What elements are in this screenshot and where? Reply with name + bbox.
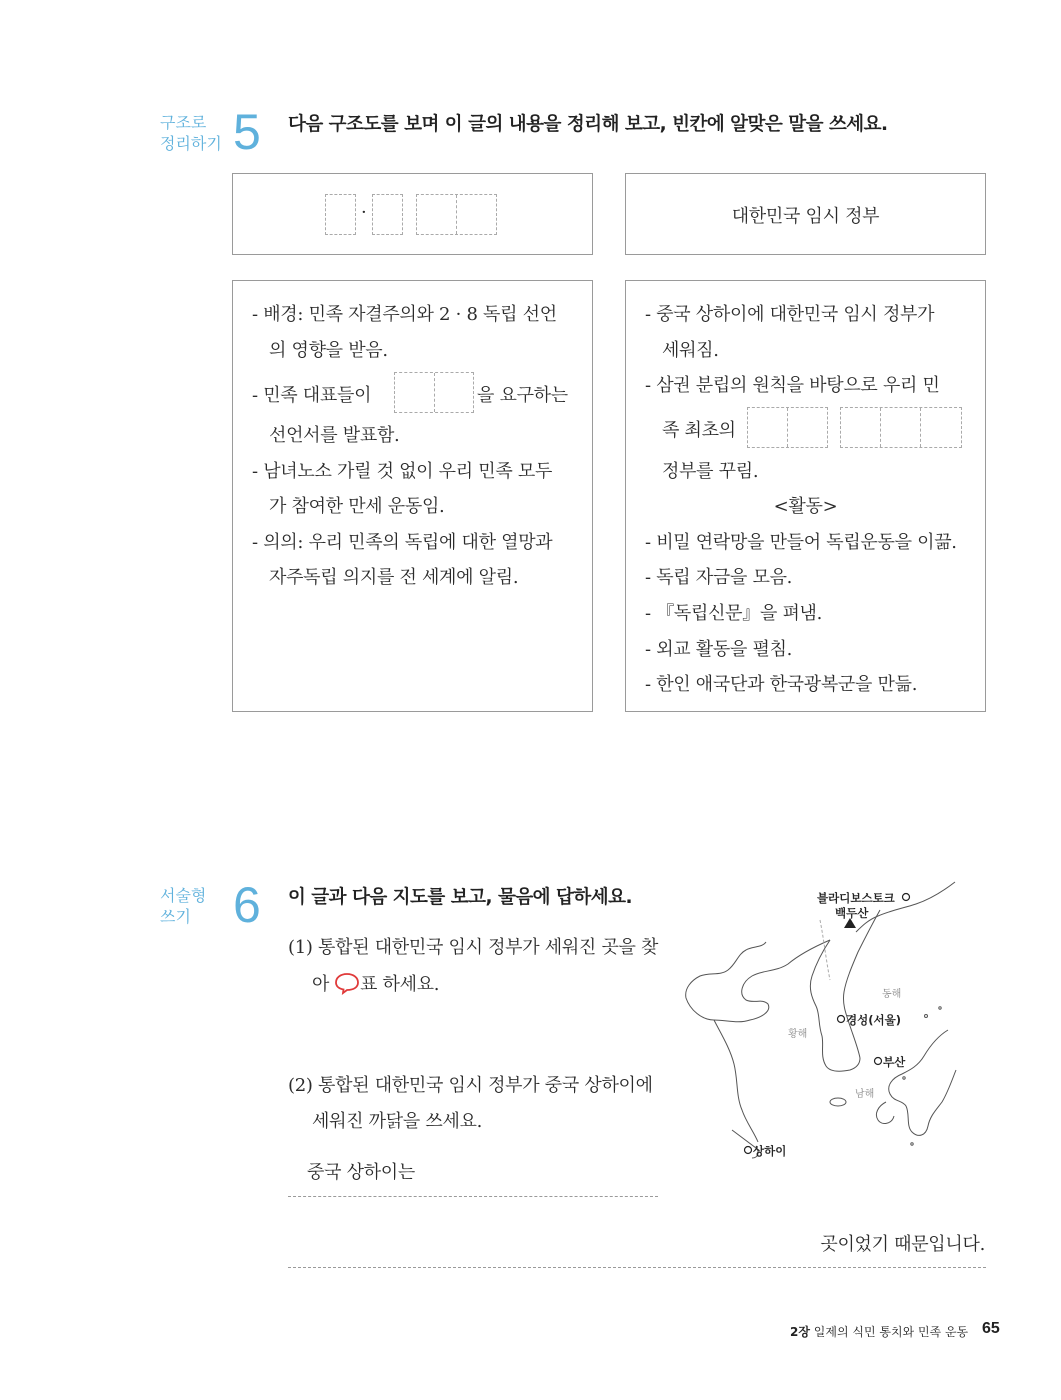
circle-mark-icon — [333, 971, 361, 995]
middle-dot: · — [361, 202, 367, 223]
right-line-8: - 독립 자금을 모음. — [645, 567, 793, 588]
blank-cell[interactable] — [394, 372, 474, 413]
map-label-south-sea: 남해 — [855, 1089, 875, 1100]
q6-sub1-line2b: 표 하세요. — [360, 974, 440, 995]
right-line-10: - 외교 활동을 펼침. — [645, 639, 793, 660]
q6-sub2-line2: 세워진 까닭을 쓰세요. — [312, 1111, 483, 1132]
right-line-2: 세워짐. — [662, 340, 719, 361]
q5-number: 5 — [233, 104, 261, 160]
blank-cell[interactable] — [416, 194, 497, 235]
q6-sub2-line1: (2) 통합된 대한민국 임시 정부가 중국 상하이에 — [288, 1075, 653, 1096]
left-line-4: 선언서를 발표함. — [269, 425, 400, 446]
q6-tag — [160, 885, 206, 927]
blank-cell[interactable] — [840, 407, 962, 448]
blank-cell[interactable] — [325, 194, 356, 235]
q5-bottom-right-box — [625, 280, 986, 712]
map-label-shanghai[interactable]: 상하이 — [753, 1144, 787, 1158]
map-label-yellow-sea: 황해 — [788, 1029, 808, 1040]
q5-tag-line2: 정리하기 — [160, 134, 222, 153]
q5-title: 다음 구조도를 보며 이 글의 내용을 정리해 보고, 빈칸에 알맞은 말을 쓰세요. — [288, 114, 888, 135]
left-line-3a: - 민족 대표들이 — [252, 385, 372, 406]
right-line-9: - 『독립신문』을 펴냄. — [645, 603, 823, 624]
q6-sub1-line1: (1) 통합된 대한민국 임시 정부가 세워진 곳을 찾 — [288, 937, 659, 958]
map-label-vladivostok: 블라디보스토크 — [817, 891, 895, 905]
map-label-east-sea: 동해 — [882, 989, 902, 1000]
left-line-7: - 의의: 우리 민족의 독립에 대한 열망과 — [252, 532, 553, 553]
right-line-4: 족 최초의 — [662, 420, 736, 441]
right-line-11: - 한인 애국단과 한국광복군을 만듦. — [645, 674, 918, 695]
left-line-2: 의 영향을 받음. — [269, 340, 388, 361]
provisional-government-label: 대한민국 임시 정부 — [731, 206, 880, 227]
right-line-7: - 비밀 연락망을 만들어 독립운동을 이끎. — [645, 532, 957, 553]
q6-number: 6 — [233, 877, 261, 933]
q5-tag — [160, 112, 222, 154]
left-line-8: 자주독립 의지를 전 세계에 알림. — [269, 567, 519, 588]
page-footer — [790, 1323, 968, 1340]
right-line-3: - 삼권 분립의 원칙을 바탕으로 우리 민 — [645, 375, 940, 396]
map-label-baekdusan: 백두산 — [835, 906, 869, 920]
map-label-busan[interactable]: 부산 — [883, 1055, 906, 1069]
left-line-1: - 배경: 민족 자결주의와 2 · 8 독립 선언 — [252, 304, 557, 325]
right-line-5: 정부를 꾸림. — [662, 461, 759, 482]
answer-line-2[interactable] — [288, 1267, 986, 1268]
page-number: 65 — [982, 1320, 1000, 1337]
q5-tag-line1: 구조로 — [160, 113, 207, 132]
q5-top-right-box — [625, 173, 986, 255]
q6-sub1-line2a: 아 — [312, 974, 330, 995]
q6-tag-line1: 서술형 — [160, 886, 207, 905]
right-line-1: - 중국 상하이에 대한민국 임시 정부가 — [645, 304, 935, 325]
q6-title: 이 글과 다음 지도를 보고, 물음에 답하세요. — [288, 887, 633, 908]
blank-cell[interactable] — [372, 194, 403, 235]
chapter-number: 2장 — [790, 1325, 810, 1339]
left-line-5: - 남녀노소 가릴 것 없이 우리 민족 모두 — [252, 461, 553, 482]
blank-cell[interactable] — [747, 407, 828, 448]
east-asia-map — [680, 880, 960, 1170]
left-line-6: 가 참여한 만세 운동임. — [269, 496, 445, 517]
chapter-title: 일제의 식민 통치와 민족 운동 — [813, 1325, 969, 1339]
answer-start-text: 중국 상하이는 — [307, 1162, 415, 1183]
answer-end-text: 곳이었기 때문입니다. — [820, 1234, 985, 1255]
map-label-gyeongseong[interactable]: 경성(서울) — [846, 1013, 901, 1027]
answer-line-1[interactable] — [288, 1196, 658, 1197]
left-line-3b: 을 요구하는 — [477, 385, 568, 406]
activities-heading: <활동> — [773, 496, 838, 517]
q5-bottom-left-box — [232, 280, 593, 712]
q6-tag-line2: 쓰기 — [160, 907, 191, 926]
q5-top-left-box — [232, 173, 593, 255]
